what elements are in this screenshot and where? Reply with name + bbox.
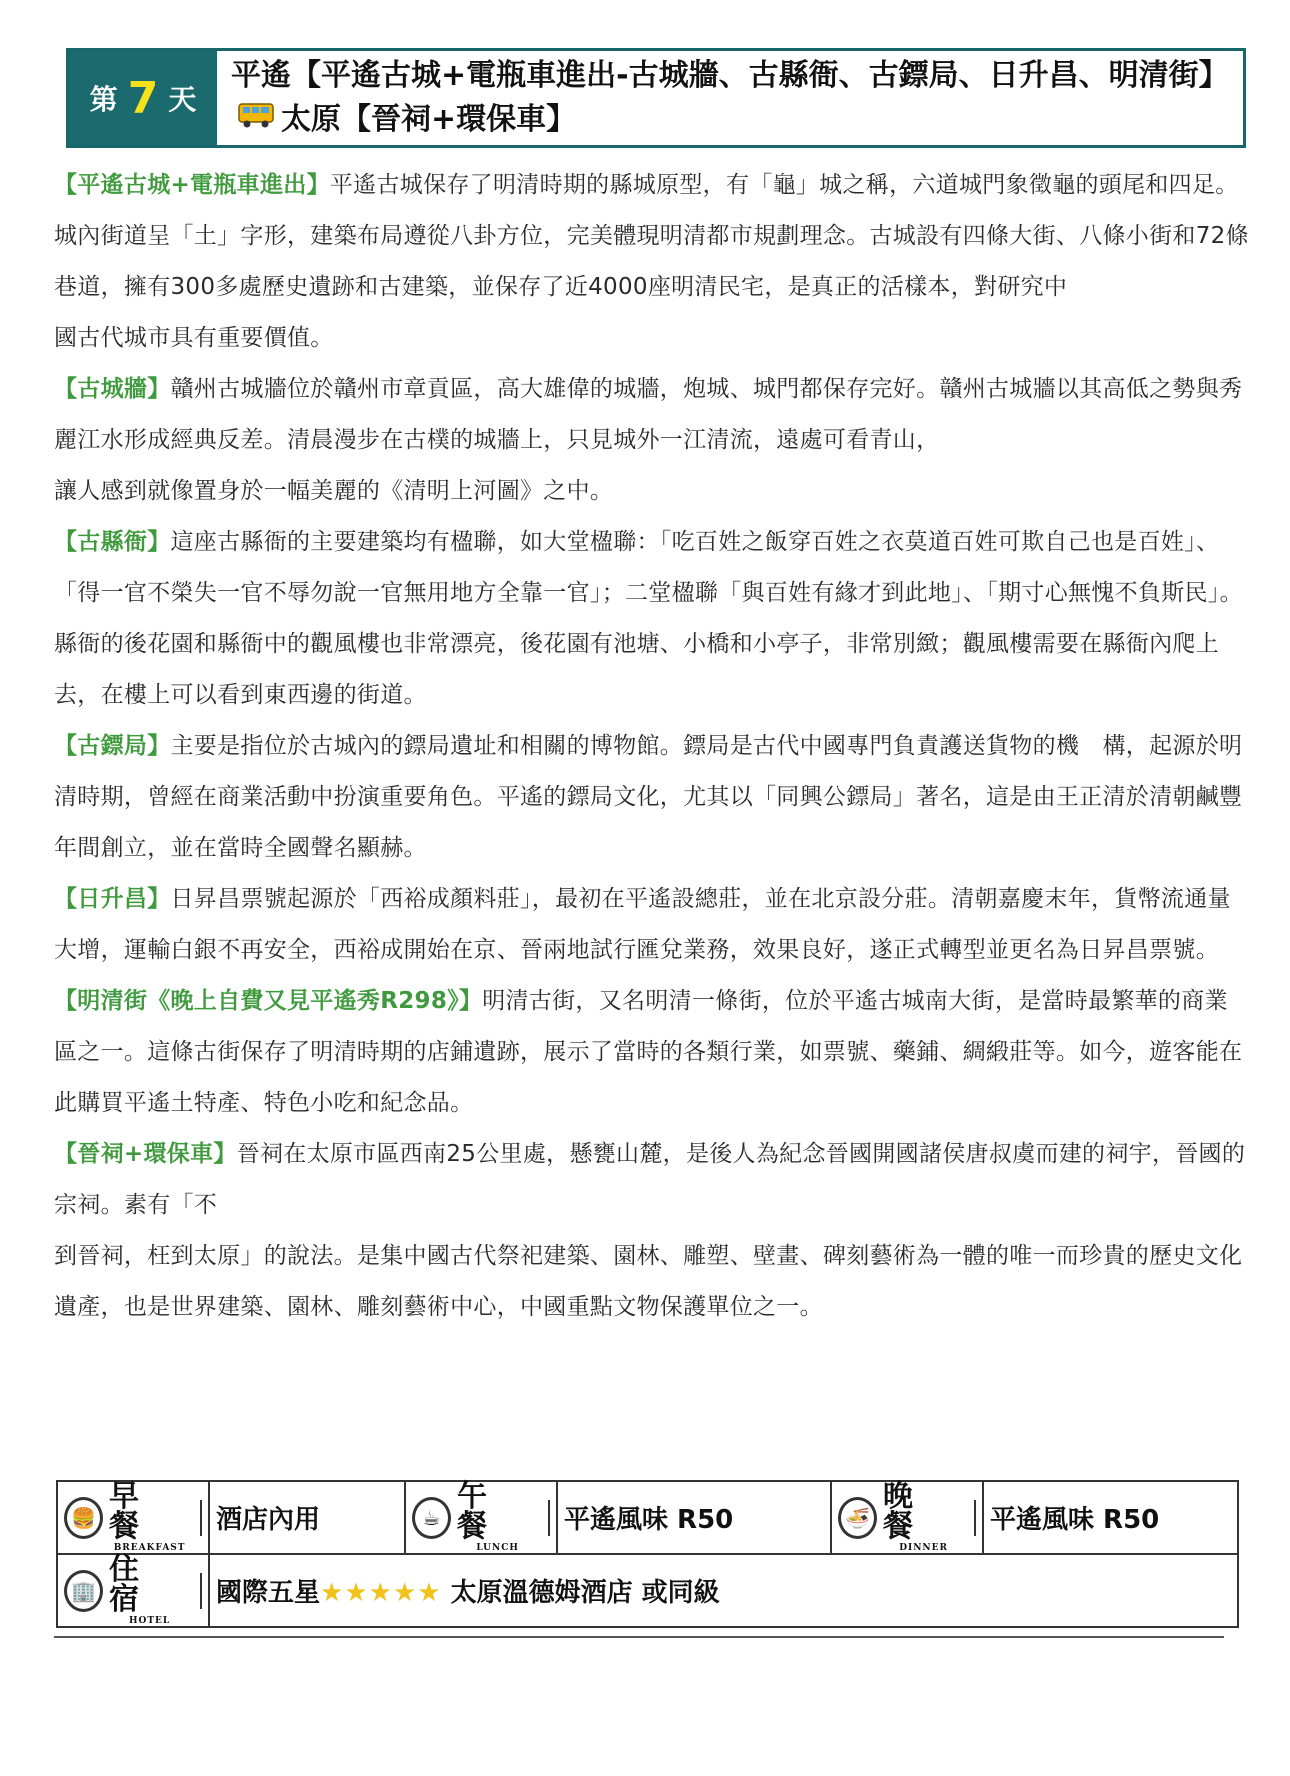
day-description bbox=[54, 160, 1250, 1333]
dinner-label-cell bbox=[831, 1481, 983, 1554]
paragraph-pingyao-old-city bbox=[54, 160, 1250, 313]
day-title-part1: 平遙【平遙古城+電瓶車進出-古城牆、古縣衙、古鏢局、日升昌、明清街】 bbox=[231, 57, 1229, 93]
paragraph-continuation: 國古代城市具有重要價值。 bbox=[54, 325, 334, 351]
day-number: 7 bbox=[127, 72, 159, 124]
day-title bbox=[217, 51, 1243, 145]
paragraph-text: 明清古街，又名明清一條街，位於平遙古城南大街，是當時最繁華的商業區之一。這條古街保存了明清時期的店鋪遺跡，展示了當時的各類行業，如票號、藥鋪、綢緞莊等。如今，遊客能在此購買平遙土特產、特色小吃和紀念品。 bbox=[54, 988, 1243, 1116]
paragraph-tag: 【古縣衙】 bbox=[54, 529, 171, 555]
breakfast-label-cell bbox=[57, 1481, 209, 1554]
day-title-part2: 太原【晉祠+環保車】 bbox=[281, 101, 577, 137]
paragraph-text: 平遙古城保存了明清時期的縣城原型，有「龜」城之稱，六道城門象徵龜的頭尾和四足。城內街道呈「土」字形，建築布局遵從八卦方位，完美體現明清都市規劃理念。古城設有四條大街、八條小街和72條巷道，擁有300多處歷史遺跡和古建築，並保存了近4000座明清民宅，是真正的活樣本，對研究中 bbox=[54, 172, 1249, 300]
day-prefix: 第 bbox=[89, 83, 118, 116]
paragraph-tag: 【平遙古城+電瓶車進出】 bbox=[54, 172, 330, 198]
paragraph-text: 日昇昌票號起源於「西裕成顏料莊」，最初在平遙設總莊，並在北京設分莊。清朝嘉慶末年，貨幣流通量大增，運輸白銀不再安全，西裕成開始在京、晉兩地試行匯兌業務，效果良好，遂正式轉型並更名為日昇昌票號。 bbox=[54, 886, 1231, 963]
day-header bbox=[66, 48, 1246, 148]
meal-table bbox=[56, 1480, 1239, 1628]
paragraph-tag: 【日升昌】 bbox=[54, 886, 171, 912]
paragraph-continuation: 讓人感到就像置身於一幅美麗的《清明上河圖》之中。 bbox=[54, 478, 614, 504]
breakfast-label: 早 餐 bbox=[109, 1479, 146, 1544]
breakfast-label-en: BREAKFAST bbox=[113, 1543, 186, 1553]
paragraph-tag: 【古城牆】 bbox=[54, 376, 171, 402]
hotel-label: 住 宿 bbox=[109, 1552, 146, 1617]
hotel-label-en: HOTEL bbox=[128, 1616, 171, 1626]
bottom-divider bbox=[54, 1636, 1224, 1638]
paragraph-text: 晉祠在太原市區西南25公里處，懸甕山麓，是後人為紀念晉國開國諸侯唐叔虞而建的祠宇，晉國的宗祠。素有「不 bbox=[54, 1141, 1246, 1218]
paragraph-tag: 【古鏢局】 bbox=[54, 733, 171, 759]
lunch-label-cell bbox=[405, 1481, 557, 1554]
lunch-label: 午 餐 bbox=[457, 1479, 494, 1544]
paragraph-tag: 【晉祠+環保車】 bbox=[54, 1141, 237, 1167]
hotel-row bbox=[57, 1554, 1238, 1627]
lunch-value: 平遙風味 R50 bbox=[557, 1481, 831, 1554]
dinner-label: 晚 餐 bbox=[883, 1479, 920, 1544]
burger-icon: 🍔 bbox=[64, 1497, 103, 1539]
paragraph-continuation: 到晉祠，枉到太原」的說法。是集中國古代祭祀建築、園林、雕塑、壁畫、碑刻藝術為一體的唯一而珍貴的歷史文化遺產，也是世界建築、園林、雕刻藝術中心，中國重點文物保護單位之一。 bbox=[54, 1243, 1243, 1320]
dinner-value: 平遙風味 R50 bbox=[983, 1481, 1238, 1554]
paragraph-jinci bbox=[54, 1129, 1250, 1231]
hotel-class: 國際五星 bbox=[216, 1578, 321, 1608]
hotel-label-cell bbox=[57, 1554, 209, 1627]
building-icon: 🏢 bbox=[64, 1570, 103, 1612]
paragraph-tag: 【明清街《晚上自費又見平遙秀R298》】 bbox=[54, 988, 483, 1014]
meal-row bbox=[57, 1481, 1238, 1554]
paragraph-mingqing-street bbox=[54, 976, 1250, 1129]
bowl-icon: 🍜 bbox=[838, 1497, 877, 1539]
bus-icon bbox=[237, 98, 275, 142]
paragraph-county-yamen bbox=[54, 517, 1250, 721]
paragraph-text: 主要是指位於古城內的鏢局遺址和相關的博物館。鏢局是古代中國專門負責護送貨物的機 構，起源於明清時期，曾經在商業活動中扮演重要角色。平遙的鏢局文化，尤其以「同興公鏢局」著名，這是由王正清於清朝鹹豐年間創立，並在當時全國聲名顯赫。 bbox=[54, 733, 1243, 861]
paragraph-text: 贛州古城牆位於贛州市章貢區，高大雄偉的城牆，炮城、城門都保存完好。贛州古城牆以其高低之勢與秀麗江水形成經典反差。清晨漫步在古樸的城牆上，只見城外一江清流，遠處可看青山， bbox=[54, 376, 1243, 453]
paragraph-text: 這座古縣衙的主要建築均有楹聯，如大堂楹聯：「吃百姓之飯穿百姓之衣莫道百姓可欺自己也是百姓」、「得一官不榮失一官不辱勿說一官無用地方全靠一官」；二堂楹聯「與百姓有緣才到此地」、「期寸心無愧不負斯民」。縣衙的後花園和縣衙中的觀風樓也非常漂亮，後花園有池塘、小橋和小亭子，非常別緻；觀風樓需要在縣衙內爬上去，在樓上可以看到東西邊的街道。 bbox=[54, 529, 1243, 708]
paragraph-city-wall bbox=[54, 364, 1250, 466]
dinner-label-en: DINNER bbox=[899, 1543, 948, 1553]
paragraph-escort-agency bbox=[54, 721, 1250, 874]
day-suffix: 天 bbox=[168, 83, 197, 116]
star-rating-icon: ★★★★★ bbox=[320, 1578, 442, 1608]
lunch-label-en: LUNCH bbox=[476, 1543, 519, 1553]
breakfast-value: 酒店內用 bbox=[209, 1481, 405, 1554]
hotel-value-cell bbox=[209, 1554, 1238, 1627]
hotel-name: 太原溫德姆酒店 或同級 bbox=[450, 1578, 720, 1608]
day-badge bbox=[69, 51, 217, 145]
coffee-cup-icon: ☕ bbox=[412, 1497, 451, 1539]
paragraph-rishengchang bbox=[54, 874, 1250, 976]
